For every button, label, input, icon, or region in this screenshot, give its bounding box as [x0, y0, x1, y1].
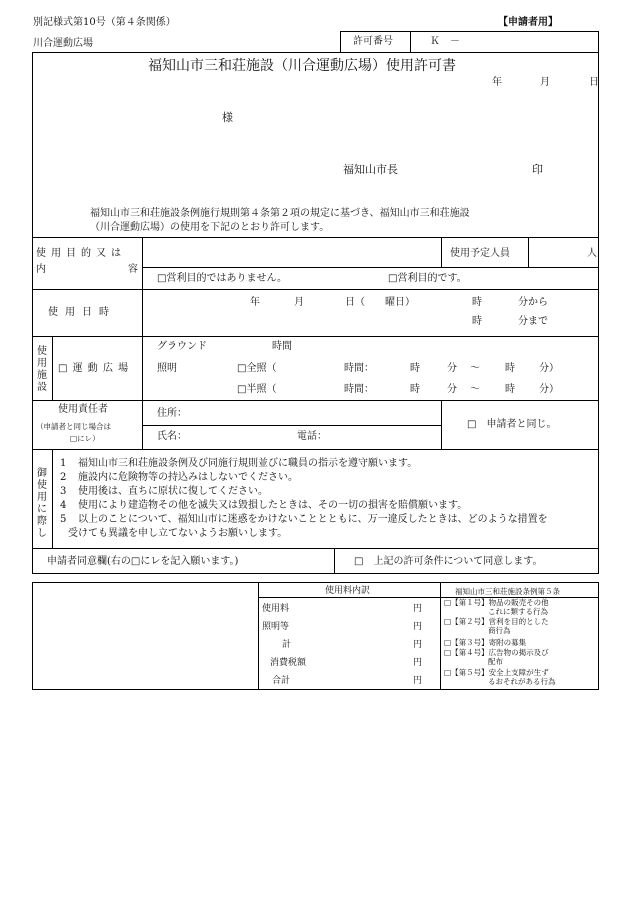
fee-unit: 円	[413, 604, 423, 614]
half-hour: 時	[410, 384, 420, 395]
responsible-label: 使用責任者	[58, 404, 108, 415]
note-text: 受けても異議を申し立てないようお願いします。	[68, 528, 288, 539]
article5-title: 福知山市三和荘施設条例第５条	[455, 587, 560, 596]
full-hour: 時	[410, 363, 420, 374]
page-title: 福知山市三和荘施設（川合運動広場）使用許可書	[148, 58, 456, 74]
responsible-note-1: （申請者と同じ場合は	[36, 422, 111, 431]
half-time-label: 時間：	[344, 384, 374, 395]
article5-item: 配布	[488, 657, 503, 666]
facility-name: 川合運動広場	[33, 38, 93, 49]
profit-checkbox[interactable]: □営利目的です。	[388, 273, 467, 284]
half-minute: 分	[447, 384, 457, 395]
issuer: 福知山市長	[343, 163, 398, 176]
half-wave: ～	[470, 384, 480, 395]
to-minute: 分まで	[518, 316, 548, 327]
article5-item[interactable]: □【第５号】安全上支障が生ず	[444, 668, 549, 677]
article5-item[interactable]: □【第３号】寄附の募集	[444, 638, 527, 647]
note-text: 使用後は、直ちに原状に復してください。	[78, 486, 268, 497]
note-number: 5	[60, 514, 67, 525]
people-unit: 人	[587, 248, 597, 259]
permit-number-value[interactable]: Ｋ －	[430, 36, 460, 47]
note-number: 3	[60, 486, 67, 497]
non-profit-checkbox[interactable]: □営利目的ではありません。	[157, 273, 288, 284]
from-hour: 時	[472, 297, 482, 308]
lighting-label: 照明	[157, 363, 177, 374]
article5-item: 商行為	[488, 626, 511, 635]
intro-line-2: （川合運動広場）の使用を下記のとおり許可します。	[90, 222, 330, 233]
fee-row-label: 合計	[272, 676, 291, 686]
fee-row-label: 消費税額	[270, 658, 307, 668]
to-hour: 時	[472, 316, 482, 327]
half-minute-end: 分）	[539, 384, 559, 395]
fee-row-label: 照明等	[262, 622, 290, 632]
datetime-day: 日（ 曜日）	[345, 297, 415, 308]
fee-unit: 円	[413, 640, 423, 650]
permit-number-label: 許可番号	[353, 36, 393, 47]
ground-label: グラウンド	[157, 341, 207, 352]
fee-unit: 円	[413, 622, 423, 632]
people-label: 使用予定人員	[450, 248, 510, 259]
full-light-checkbox[interactable]: □全照（	[237, 363, 277, 374]
note-text: 以上のことについて、福知山市に迷惑をかけないこととともに、万一違反したときは、どのような措置を	[78, 514, 548, 525]
half-light-checkbox[interactable]: □半照（	[237, 384, 277, 395]
address-field[interactable]: 住所：	[157, 408, 187, 419]
half-hour-end: 時	[505, 384, 515, 395]
date-month: 月	[540, 77, 550, 88]
article5-item[interactable]: □【第４号】広告物の掲示及び	[444, 648, 549, 657]
consent-label: 申請者同意欄(右の□にレを記入願います。)	[47, 556, 239, 567]
fee-row-label: 使用料	[262, 604, 290, 614]
full-minute: 分	[447, 363, 457, 374]
same-as-applicant-checkbox[interactable]: □ 申請者と同じ。	[467, 419, 557, 430]
copy-label: 【申請者用】	[498, 17, 558, 28]
seal-mark: 印	[532, 163, 543, 176]
note-text: 福知山市三和荘施設条例及び同施行規則並びに職員の指示を遵守願います。	[78, 458, 418, 469]
fee-unit: 円	[413, 658, 423, 668]
consent-checkbox[interactable]: □ 上記の許可条件について同意します。	[354, 556, 543, 567]
note-number: 4	[60, 500, 67, 511]
article5-item: これに類する行為	[488, 607, 548, 616]
article5-item[interactable]: □【第１号】物品の販売その他	[444, 598, 549, 607]
facility-label: 使用施設	[37, 346, 47, 393]
article5-item: るおそれがある行為	[488, 677, 556, 686]
fee-row-label: 計	[282, 640, 292, 650]
full-time-label: 時間：	[344, 363, 374, 374]
fee-breakdown-title: 使用料内訳	[325, 586, 371, 596]
note-number: 2	[60, 472, 67, 483]
from-minute: 分から	[518, 297, 548, 308]
datetime-label: 使用日時	[48, 307, 116, 318]
responsible-note-2: □にレ）	[70, 434, 100, 443]
name-field[interactable]: 氏名：	[157, 431, 187, 442]
purpose-label: 使用目的又は	[36, 248, 126, 259]
datetime-year: 年	[250, 297, 260, 308]
intro-line-1: 福知山市三和荘施設条例施行規則第４条第２項の規定に基づき、福知山市三和荘施設	[90, 208, 470, 219]
note-text: 使用により建造物その他を滅失又は毀損したときは、その一切の損害を賠償願います。	[78, 500, 468, 511]
purpose-label-2a: 内	[36, 264, 46, 275]
sports-ground-checkbox[interactable]: □ 運 動 広 場	[58, 363, 130, 374]
phone-field[interactable]: 電話：	[297, 431, 327, 442]
purpose-label-2b: 容	[128, 264, 138, 275]
note-text: 施設内に危険物等の持込みはしないでください。	[78, 472, 298, 483]
fee-unit: 円	[413, 676, 423, 686]
full-hour-end: 時	[505, 363, 515, 374]
full-minute-end: 分）	[539, 363, 559, 374]
notes-label: 御使用に際し	[37, 468, 47, 539]
datetime-month: 月	[294, 297, 304, 308]
article5-item[interactable]: □【第２号】営利を目的とした	[444, 617, 549, 626]
full-wave: ～	[470, 363, 480, 374]
note-number: 1	[60, 458, 67, 469]
ground-hours: 時間	[272, 341, 292, 352]
date-year: 年	[492, 77, 502, 88]
form-number: 別記様式第10号（第４条関係）	[33, 17, 176, 28]
date-day: 日	[589, 77, 599, 88]
addressee-suffix: 様	[222, 111, 233, 124]
